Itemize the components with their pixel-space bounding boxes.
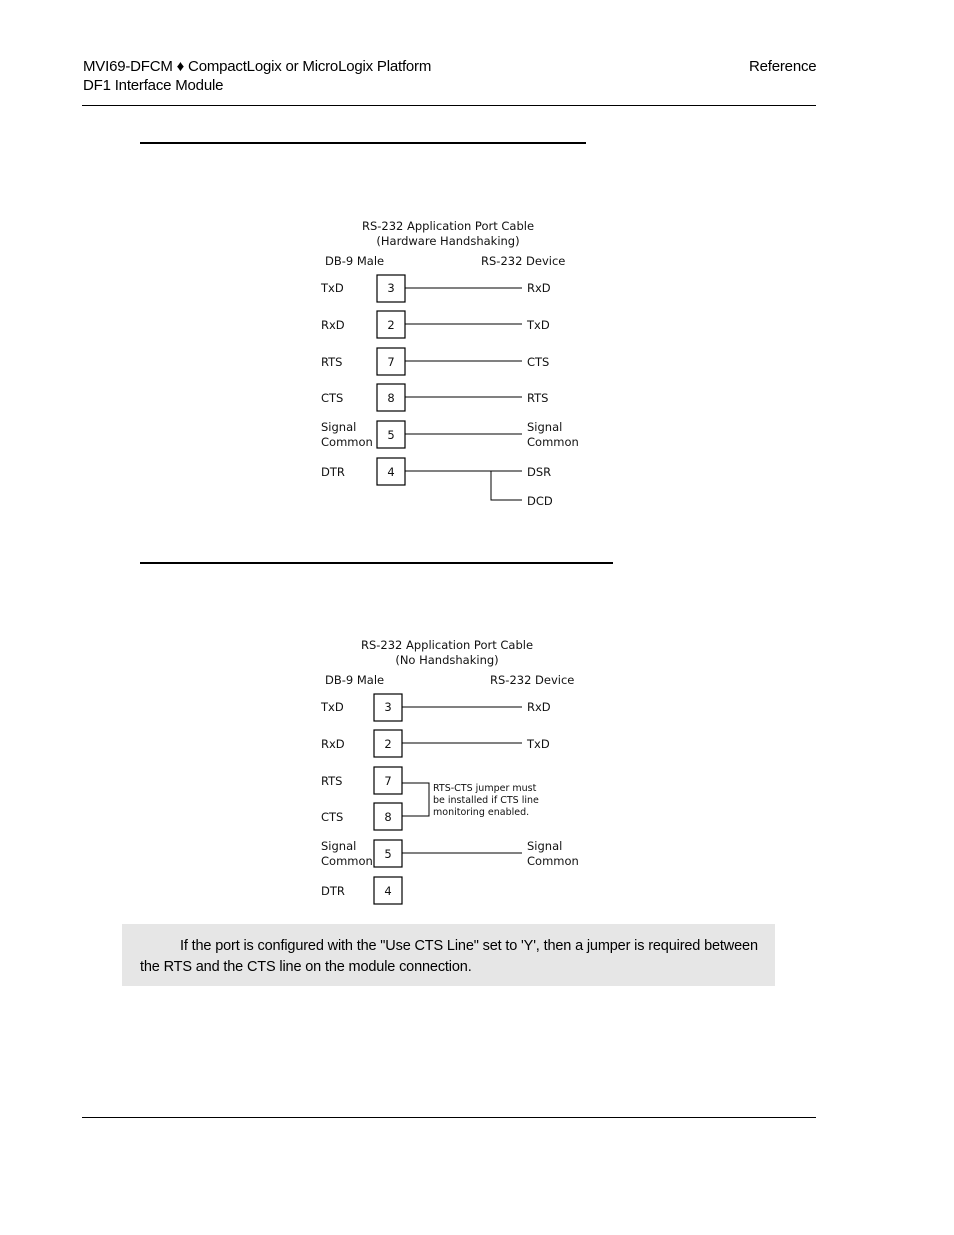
right-label: RxD [527,281,551,295]
pin-number: 8 [387,391,395,405]
right-label: Common [527,435,579,449]
left-label: CTS [321,391,344,405]
right-label: CTS [527,355,550,369]
left-label: RxD [321,737,345,751]
pin-number: 8 [384,810,392,824]
right-label: TxD [527,318,550,332]
pin-number: 4 [387,465,395,479]
pin-number: 2 [387,318,395,332]
jumper-note-line: be installed if CTS line [433,795,539,806]
pin-number: 2 [384,737,392,751]
right-label: Signal [527,420,563,434]
left-label: DTR [321,884,345,898]
header-title-line1: MVI69-DFCM ♦ CompactLogix or MicroLogix Platform [83,58,432,75]
right-label: DCD [527,494,553,508]
right-label: DSR [527,465,552,479]
diagram-title: RS-232 Application Port Cable [360,638,534,652]
left-label: RTS [321,355,343,369]
cable-diagram-hardware-handshaking [316,214,586,510]
right-label: RxD [527,700,551,714]
left-label: TxD [321,281,344,295]
left-label: Common [321,435,373,449]
note-box [122,924,775,986]
left-label: Signal [321,839,357,853]
pin-number: 4 [384,884,392,898]
diagram-title: RS-232 Application Port Cable [361,219,535,233]
header-title-line2: DF1 Interface Module [83,77,224,94]
pin-number: 7 [387,355,395,369]
jumper-note-line: RTS-CTS jumper must [433,783,537,794]
right-label: RTS [527,391,549,405]
right-label: TxD [527,737,550,751]
section-rule-hw [140,142,586,144]
footer-rule [82,1117,816,1118]
pin-number: 3 [384,700,392,714]
pin-number: 7 [384,774,392,788]
left-label: RTS [321,774,343,788]
left-label: RxD [321,318,345,332]
header-section: Reference [749,58,817,75]
left-header: DB-9 Male [325,254,385,268]
left-label: CTS [321,810,344,824]
rts-cts-jumper [402,783,429,816]
pin-number: 3 [387,281,395,295]
section-rule-nh [140,562,613,564]
pin-number: 5 [384,847,392,861]
note-text: If the port is configured with the "Use CTS Line" set to 'Y', then a jumper is required between the RTS and the CTS line on the module connection. [140,938,758,975]
right-header: RS-232 Device [481,254,566,268]
cable-diagram-no-handshaking [316,633,586,911]
left-header: DB-9 Male [325,673,385,687]
diagram-subtitle: (Hardware Handshaking) [376,234,520,248]
pin-number: 5 [387,428,395,442]
wire-branch [491,471,522,500]
left-label: Signal [321,420,357,434]
left-label: Common [321,854,373,868]
diagram-subtitle: (No Handshaking) [395,653,499,667]
right-label: Common [527,854,579,868]
jumper-note-line: monitoring enabled. [433,807,530,818]
left-label: DTR [321,465,345,479]
right-label: Signal [527,839,563,853]
right-header: RS-232 Device [490,673,575,687]
header-rule [82,105,816,106]
left-label: TxD [321,700,344,714]
